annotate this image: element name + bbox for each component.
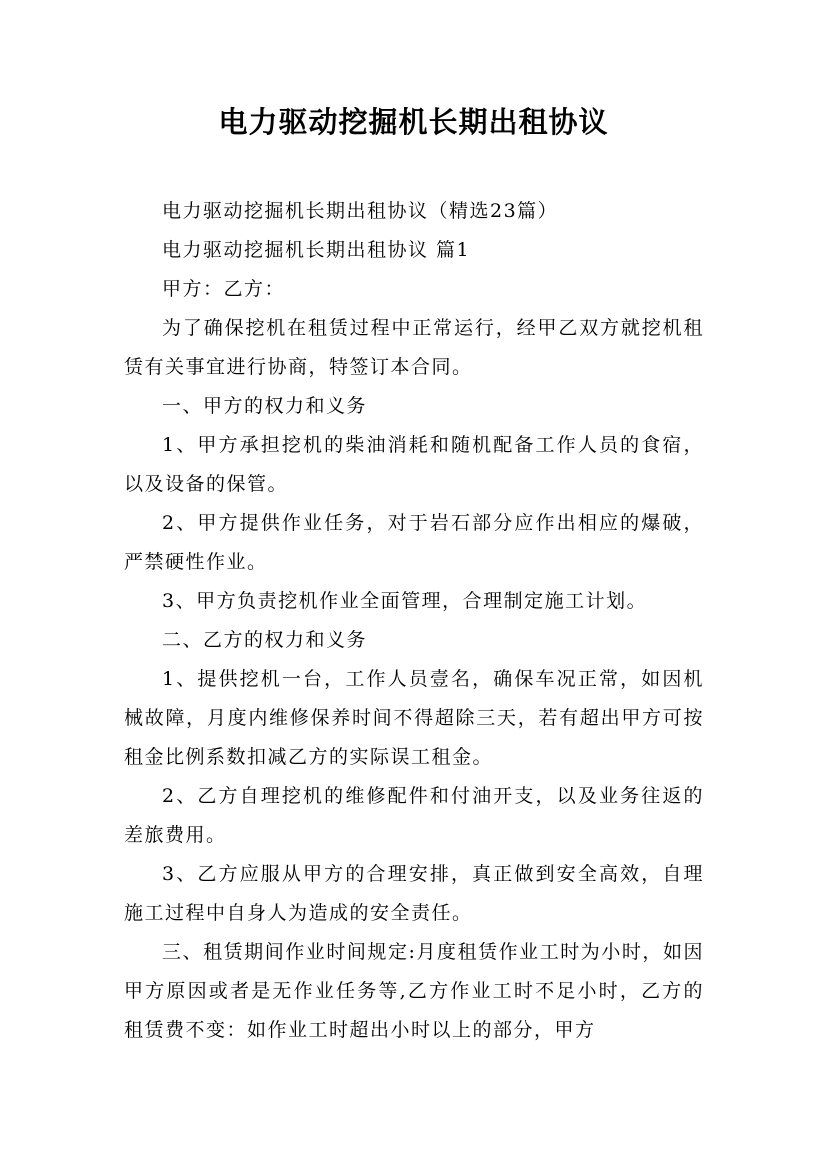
paragraph: 甲方：乙方： (162, 278, 286, 300)
paragraph: 电力驱动挖掘机长期出租协议（精选23篇） (162, 200, 559, 222)
paragraph: 3、乙方应服从甲方的合理安排，真正做到安全高效，自理施工过程中自身人为造成的安全责任。 (124, 863, 704, 924)
paragraph: 1、甲方承担挖机的柴油消耗和随机配备工作人员的食宿，以及设备的保管。 (124, 434, 704, 495)
paragraph: 电力驱动挖掘机长期出租协议 篇1 (162, 239, 471, 261)
section-heading: 二、乙方的权力和义务 (162, 629, 368, 651)
document-title: 电力驱动挖掘机长期出租协议 (218, 105, 609, 139)
paragraph: 3、甲方负责挖机作业全面管理，合理制定施工计划。 (162, 590, 648, 612)
document-body (124, 192, 704, 1050)
paragraph: 三、租赁期间作业时间规定:月度租赁作业工时为小时，如因甲方原因或者是无作业任务等,乙方作业工时不足小时，乙方的租赁费不变：如作业工时超出小时以上的部分，甲方 (124, 941, 704, 1041)
paragraph: 2、乙方自理挖机的维修配件和付油开支，以及业务往返的差旅费用。 (124, 785, 704, 846)
paragraph: 1、提供挖机一台，工作人员壹名，确保车况正常，如因机械故障，月度内维修保养时间不得超除三天，若有超出甲方可按租金比例系数扣减乙方的实际误工租金。 (124, 668, 704, 768)
section-heading: 一、甲方的权力和义务 (162, 395, 368, 417)
paragraph: 为了确保挖机在租赁过程中正常运行，经甲乙双方就挖机租赁有关事宜进行协商，特签订本合同。 (124, 317, 704, 378)
paragraph: 2、甲方提供作业任务，对于岩石部分应作出相应的爆破，严禁硬性作业。 (124, 512, 704, 573)
